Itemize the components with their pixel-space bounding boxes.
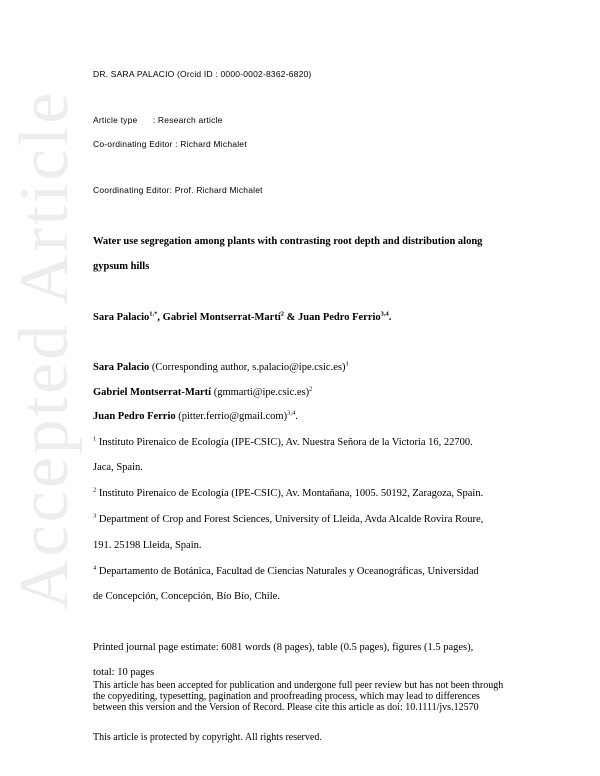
affiliation-text: Department of Crop and Forest Sciences, University of Lleida, Avda Alcalde Rovira Roure, (96, 514, 484, 525)
affiliation-number: 3 (93, 512, 97, 520)
author-1-affiliation: 1,* (149, 310, 158, 318)
coordinating-editor-1: Co-ordinating Editor : Richard Michalet (93, 139, 247, 149)
acceptance-notice: This article has been accepted for publication and undergone full peer review but has not been through the copyediting, typesetting, pagination and proofreading process, which may lead to differences between this version and the Version of Record. Please cite this article as doi: 10.1111/jvs.12570 (93, 680, 504, 714)
affiliation-text: Instituto Pirenaico de Ecología (IPE-CSIC), Av. Nuestra Señora de la Victoria 16, 22700. (96, 437, 473, 448)
affiliation-3-continued: 191. 25198 Lleida, Spain. (93, 540, 202, 551)
affiliation-text: Instituto Pirenaico de Ecología (IPE-CSIC), Av. Montañana, 1005. 50192, Zaragoza, Spain. (96, 488, 484, 499)
contact-detail: (Corresponding author, s.palacio@ipe.csic.es) (149, 362, 346, 373)
affiliation-4-continued: de Concepción, Concepción, Bío Bío, Chile. (93, 591, 280, 602)
coordinating-editor-2: Coordinating Editor: Prof. Richard Michalet (93, 185, 263, 195)
article-title-line-1: Water use segregation among plants with contrasting root depth and distribution along (93, 236, 483, 247)
contact-gabriel-montserrat (93, 387, 312, 398)
author-3: Juan Pedro Ferrio (298, 312, 381, 323)
author-1: Sara Palacio (93, 312, 150, 323)
article-type: Article type : Research article (93, 115, 223, 125)
affiliation-number: 2 (93, 486, 97, 494)
affiliation-text: Departamento de Botánica, Facultad de Ciencias Naturales y Oceanográficas, Universidad (96, 566, 479, 577)
author-separator: & (284, 312, 299, 323)
article-title-line-2: gypsum hills (93, 261, 150, 272)
author-separator: , (157, 312, 163, 323)
affiliation-number: 1 (93, 435, 97, 443)
author-2: Gabriel Montserrat-Martí (162, 312, 281, 323)
affiliation-1 (93, 437, 473, 448)
contact-end: . (295, 411, 298, 422)
author-list-end: . (388, 312, 392, 323)
affiliation-1-continued: Jaca, Spain. (93, 462, 143, 473)
author-3-affiliation: 3,4 (380, 310, 389, 318)
contact-affiliation: 3,4 (287, 409, 296, 417)
author-2-affiliation: 2 (280, 310, 285, 318)
page-estimate-line-2: total: 10 pages (93, 667, 155, 678)
contact-affiliation: 2 (309, 385, 313, 393)
copyright-notice: This article is protected by copyright. All rights reserved. (93, 732, 322, 743)
accepted-article-watermark: Accepted Article (6, 89, 83, 610)
author-list (93, 312, 391, 323)
contact-detail: (gmmarti@ipe.csic.es) (211, 387, 310, 398)
contact-name: Sara Palacio (93, 362, 150, 373)
contact-name: Gabriel Montserrat-Martí (93, 387, 212, 398)
contact-name: Juan Pedro Ferrio (93, 411, 176, 422)
contact-detail: (pitter.ferrio@gmail.com) (175, 411, 288, 422)
affiliation-2 (93, 488, 483, 499)
author-orcid-line: DR. SARA PALACIO (Orcid ID : 0000-0002-8362-6820) (93, 69, 312, 79)
contact-juan-pedro-ferrio (93, 411, 298, 422)
affiliation-4 (93, 566, 479, 577)
affiliation-number: 4 (93, 564, 97, 572)
affiliation-3 (93, 514, 483, 525)
contact-sara-palacio (93, 362, 349, 373)
contact-affiliation: 1 (345, 360, 349, 368)
page-estimate-line-1: Printed journal page estimate: 6081 words (8 pages), table (0.5 pages), figures (1.5 pages), (93, 642, 474, 653)
